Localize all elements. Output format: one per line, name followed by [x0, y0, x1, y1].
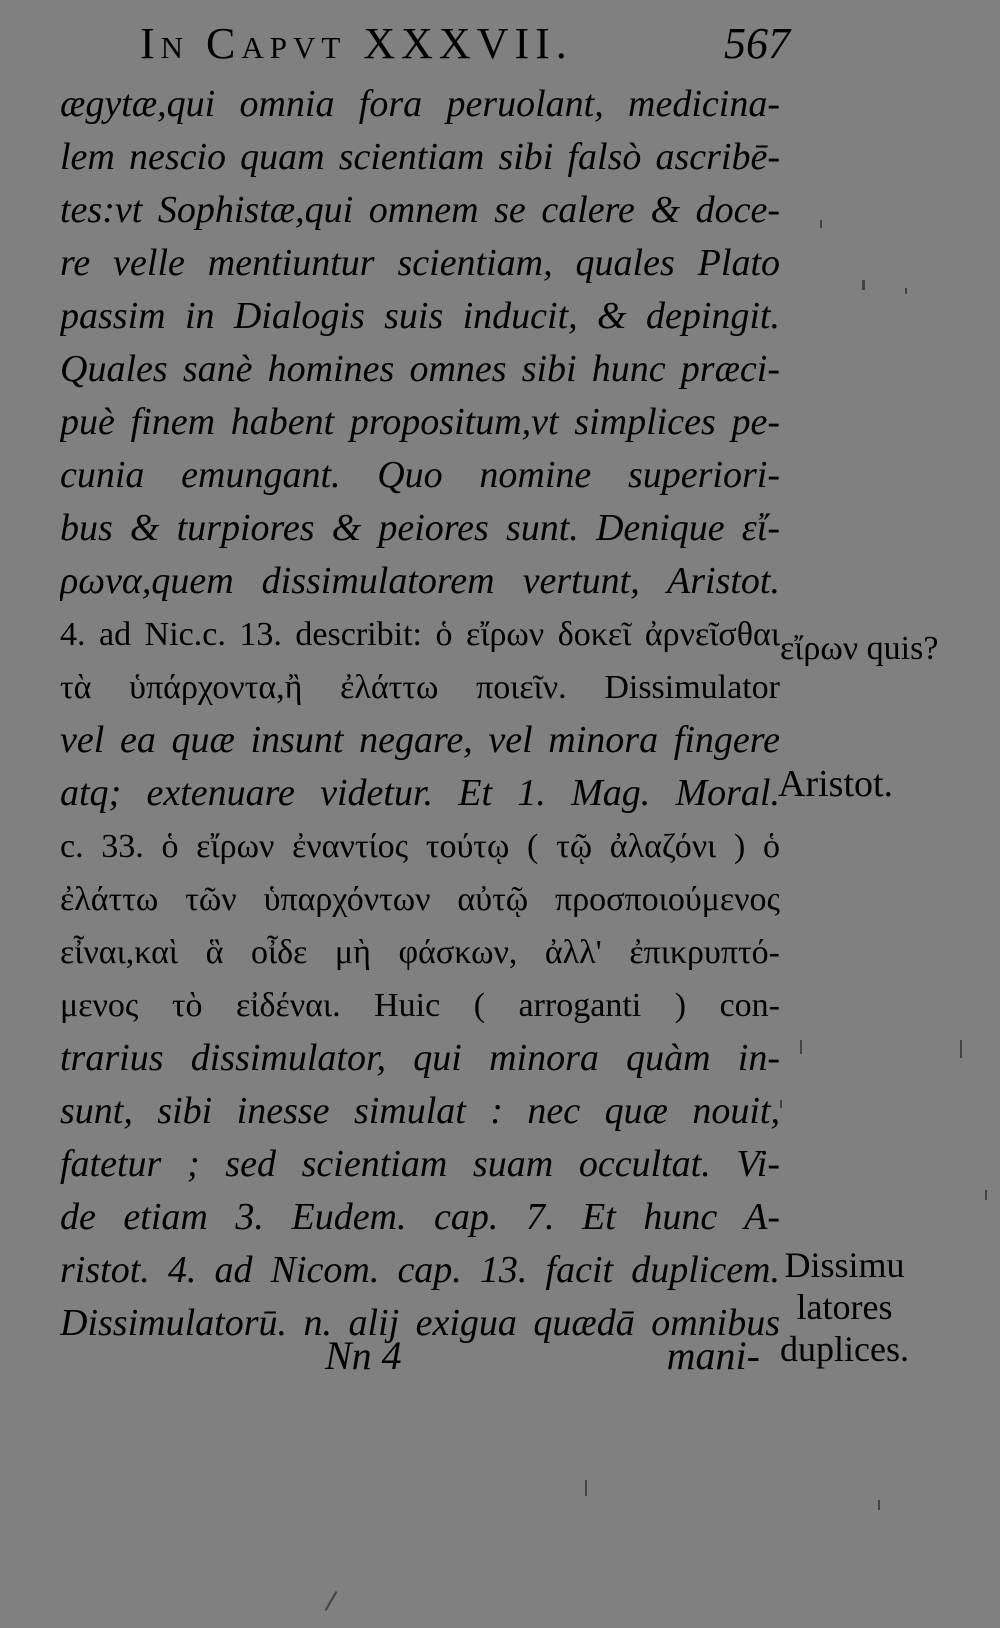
text-line: lem nescio quam scientiam sibi falsò ascribē-: [60, 136, 780, 178]
text-line: ἐλάττω τῶν ὑπαρχόντων αὐτῷ προσποιούμενος: [60, 881, 780, 918]
running-head: [140, 14, 790, 74]
catchword: mani-: [666, 1333, 760, 1378]
text-line: fatetur ; sed scientiam suam occultat. Vi-: [60, 1143, 780, 1185]
text-line: ægytæ,qui omnia fora peruolant, medicina-: [60, 83, 780, 125]
text-line: cunia emungant. Quo nomine superiori-: [60, 454, 780, 496]
text-line: εἶναι,καὶ ἃ οἶδε μὴ φάσκων, ἀλλ' ἐπικρυπτό-: [60, 934, 780, 971]
text-line: Quales sanè homines omnes sibi hunc præci-: [60, 348, 780, 390]
text-line: atq; extenuare videtur. Et 1. Mag. Moral.: [60, 772, 780, 814]
body-text: [60, 78, 780, 1350]
text-line: vel ea quæ insunt negare, vel minora fingere: [60, 719, 780, 761]
text-line: 4. ad Nic.c. 13. describit: ὁ εἴρων δοκεῖ ἀρνεῖσθαι: [60, 616, 780, 653]
margin-note-line: Dissimu: [784, 1245, 905, 1285]
text-line: trarius dissimulator, qui minora quàm in-: [60, 1037, 780, 1079]
text-line: passim in Dialogis suis inducit, & depingit.: [60, 295, 780, 337]
text-line: ristot. 4. ad Nicom. cap. 13. facit duplicem.: [60, 1249, 780, 1291]
scan-speck: [985, 1190, 987, 1200]
running-title: In Capvt XXXVII.: [140, 19, 573, 68]
scan-speck: [820, 220, 822, 228]
text-line: c. 33. ὁ εἴρων ἐναντίος τούτῳ ( τῷ ἀλαζόνι ) ὁ: [60, 828, 780, 865]
margin-note-line: latores: [796, 1287, 893, 1327]
scan-speck: [905, 288, 907, 294]
text-line: de etiam 3. Eudem. cap. 7. Et hunc A-: [60, 1196, 780, 1238]
text-line: tes:vt Sophistæ,qui omnem se calere & doce-: [60, 189, 780, 231]
scan-speck: [585, 1480, 587, 1496]
scan-speck: [878, 1500, 880, 1510]
text-line: τὰ ὑπάρχοντα,ἢ ἐλάττω ποιεῖν. Dissimulator: [60, 669, 780, 706]
scan-speck: [325, 1591, 338, 1611]
text-line: ρωνα,quem dissimulatorem vertunt, Aristot.: [60, 560, 780, 602]
scan-speck: [800, 1040, 802, 1054]
signature-mark: Nn 4: [325, 1333, 402, 1378]
page-number: 567: [724, 19, 790, 68]
page-footer: [60, 1326, 760, 1386]
margin-note-aristotle: Aristot.: [778, 763, 894, 805]
text-line: sunt, sibi inesse simulat : nec quæ nouit,: [60, 1090, 780, 1132]
text-line: re velle mentiuntur scientiam, quales Plato: [60, 242, 780, 284]
scan-speck: [780, 1100, 782, 1108]
scan-speck: [960, 1040, 962, 1058]
text-line: puè finem habent propositum,vt simplices pe-: [60, 401, 780, 443]
text-line: bus & turpiores & peiores sunt. Denique εἴ-: [60, 507, 780, 549]
text-line: Dissimulatorū. n. alij exigua quædā omnibus: [60, 1302, 780, 1344]
text-line: μενος τὸ εἰδέναι. Huic ( arroganti ) con-: [60, 987, 780, 1024]
margin-note-eiron: εἴρων quis?: [780, 630, 939, 667]
scan-speck: [862, 280, 865, 290]
margin-note-dissimulatores: [780, 1244, 909, 1370]
margin-note-line: duplices.: [780, 1329, 909, 1369]
